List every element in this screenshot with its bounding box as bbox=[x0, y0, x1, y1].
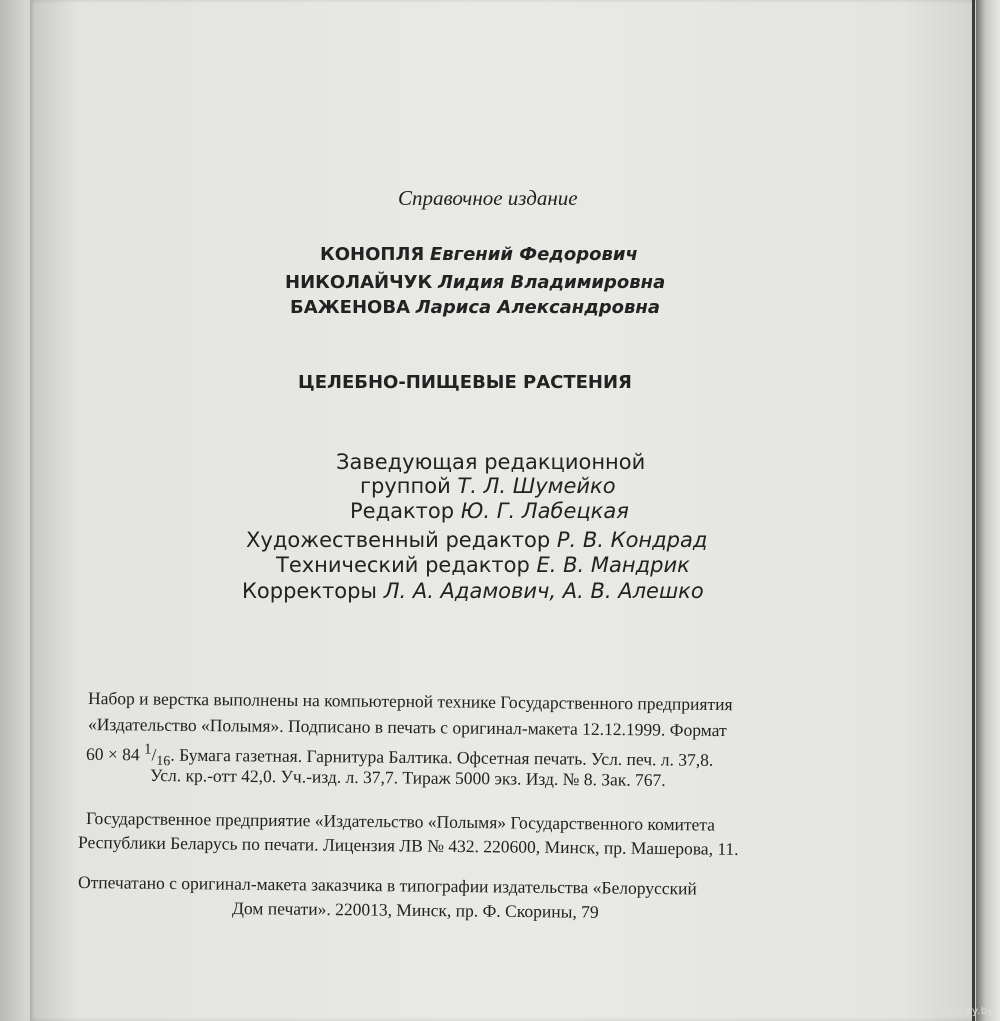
credit-role: Заведующая редакционной bbox=[336, 450, 646, 474]
credit-name: Л. А. Адамович, А. В. Алешко bbox=[383, 579, 704, 603]
credit-line-5 bbox=[276, 553, 690, 577]
imprint-p3-line-2: Дом печати». 220013, Минск, пр. Ф. Скорины, 79 bbox=[231, 898, 599, 922]
imprint-p2-line-1: Государственное предприятие «Издательство «Полымя» Государственного комитета bbox=[85, 808, 716, 835]
credit-line-2 bbox=[360, 474, 616, 498]
credit-role: группой bbox=[360, 474, 451, 498]
imprint-p3-line-1: Отпечатано с оригинал-макета заказчика в типографии издательства «Белорусский bbox=[77, 872, 697, 899]
credit-role: Художественный редактор bbox=[246, 528, 551, 552]
credit-line-3 bbox=[350, 499, 629, 523]
watermark: www.ay.by bbox=[936, 1006, 994, 1017]
imprint-p1-line-2: «Издательство «Полымя». Подписано в печать с оригинал-макета 12.12.1999. Формат bbox=[87, 714, 727, 741]
author-given: Евгений Федорович bbox=[430, 244, 638, 265]
credit-name: Т. Л. Шумейко bbox=[457, 474, 616, 498]
format-fraction-denominator: 16 bbox=[156, 754, 171, 770]
credit-role: Корректоры bbox=[242, 579, 378, 603]
author-2 bbox=[285, 272, 665, 293]
credit-line-6 bbox=[242, 579, 704, 603]
imprint-p1-line-1: Набор и верстка выполнены на компьютерной технике Государственного предприятия bbox=[87, 688, 733, 715]
author-surname: БАЖЕНОВА bbox=[290, 297, 410, 318]
credit-role: Технический редактор bbox=[276, 553, 530, 577]
credit-line-1 bbox=[336, 450, 645, 474]
imprint-p1-line-3: 60 × 84 $^1/_{16}$. Бумага газетная. Гарнитура Балтика. Офсетная печать. Усл. печ. л. 37,8. bbox=[85, 741, 714, 770]
format-details: . Бумага газетная. Гарнитура Балтика. Офсетная печать. Усл. печ. л. 37,8. bbox=[170, 744, 714, 770]
author-given: Лариса Александровна bbox=[415, 297, 660, 318]
page-edge-line bbox=[972, 0, 975, 1021]
credit-name: Ю. Г. Лабецкая bbox=[460, 499, 629, 523]
book-title: ЦЕЛЕБНО-ПИЩЕВЫЕ РАСТЕНИЯ bbox=[298, 372, 632, 393]
right-page-stack bbox=[976, 0, 1000, 1021]
author-1 bbox=[320, 244, 638, 265]
credit-role: Редактор bbox=[350, 499, 455, 523]
format-fraction-numerator: 1 bbox=[143, 741, 152, 758]
credit-name: Р. В. Кондрад bbox=[556, 528, 708, 552]
edition-type: Справочное издание bbox=[398, 186, 578, 210]
imprint-p1-line-4: Усл. кр.-отт 42,0. Уч.-изд. л. 37,7. Тираж 5000 экз. Изд. № 8. Зак. 767. bbox=[149, 765, 666, 790]
author-surname: КОНОПЛЯ bbox=[320, 244, 425, 265]
author-given: Лидия Владимировна bbox=[437, 272, 666, 293]
format-size: 60 × 84 bbox=[85, 743, 145, 765]
author-surname: НИКОЛАЙЧУК bbox=[285, 272, 433, 293]
author-3 bbox=[290, 297, 660, 318]
credit-line-4 bbox=[246, 528, 707, 552]
credit-name: Е. В. Мандрик bbox=[536, 553, 690, 577]
imprint-p2-line-2: Республики Беларусь по печати. Лицензия ЛВ № 432. 220600, Минск, пр. Машерова, 11. bbox=[77, 832, 739, 859]
